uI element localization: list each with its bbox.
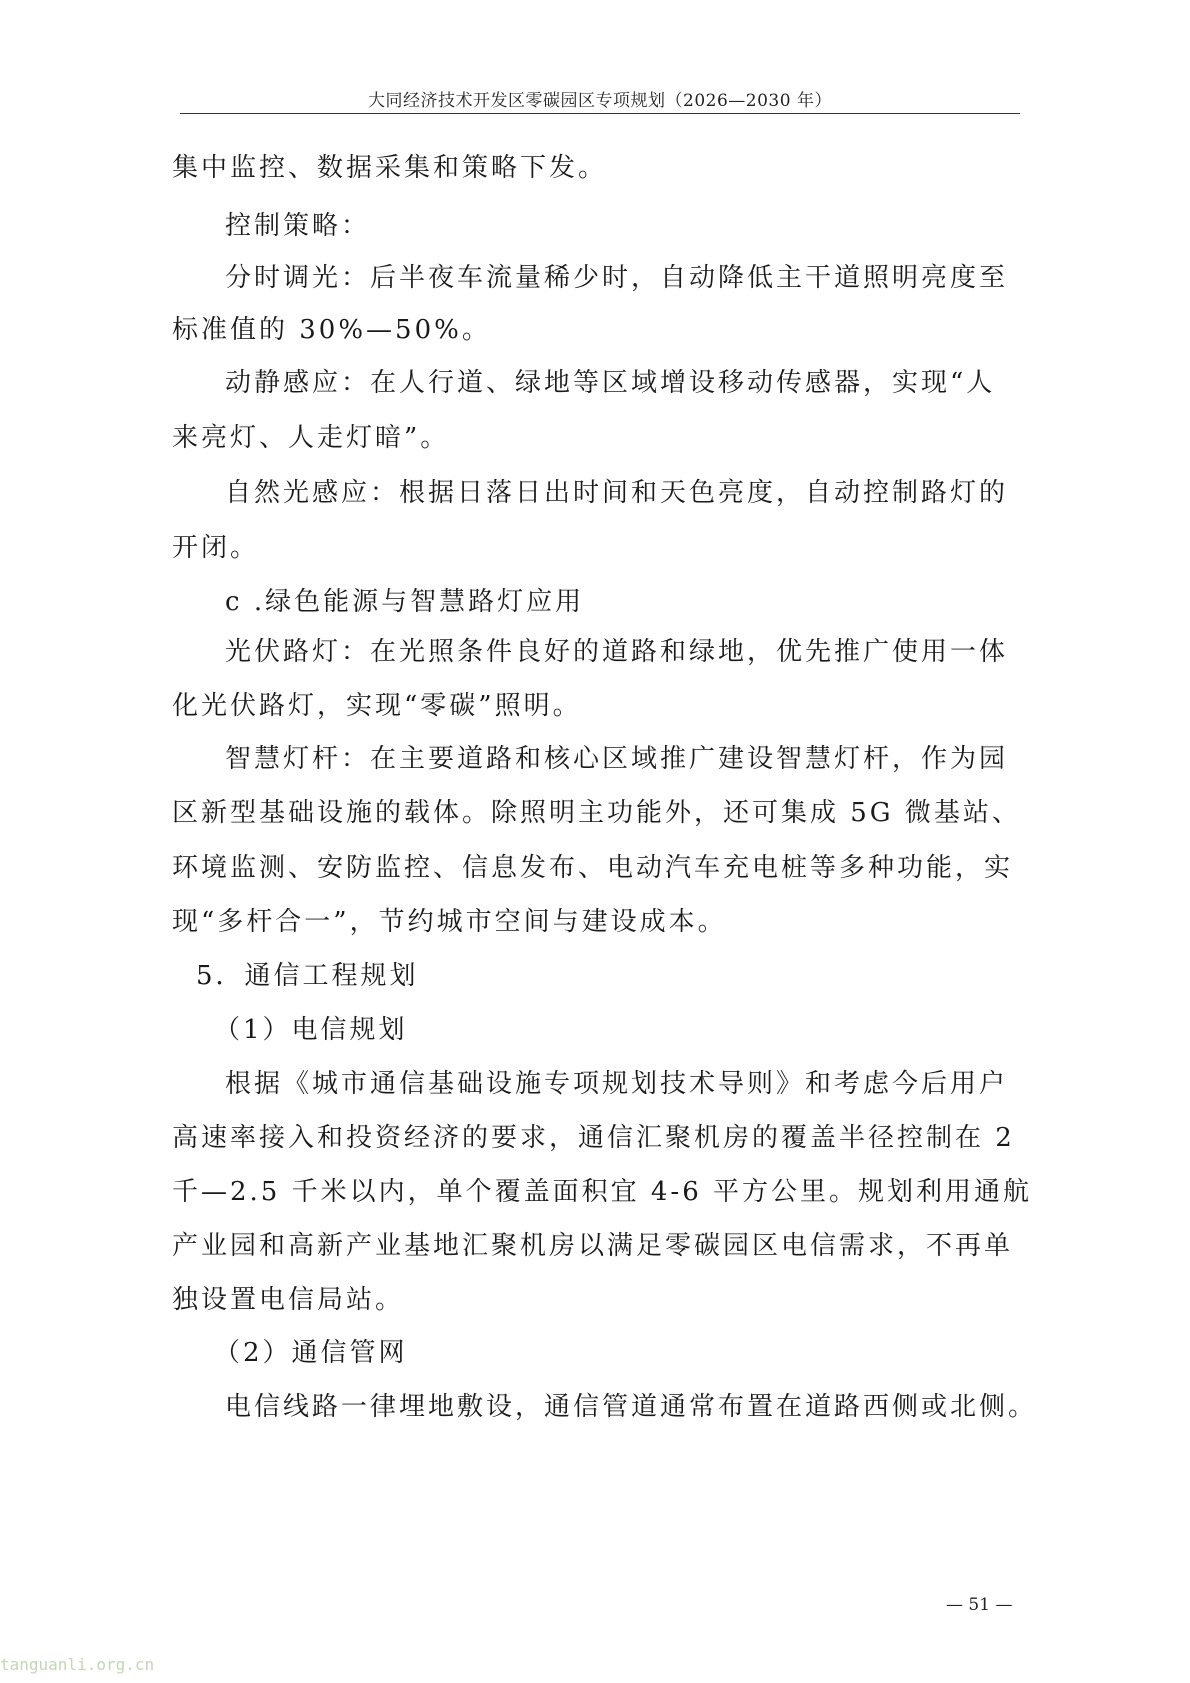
running-header: 大同经济技术开发区零碳园区专项规划（2026—2030 年）: [368, 91, 832, 111]
body-line: 控制策略：: [225, 211, 371, 241]
body-line: 自然光感应：根据日落日出时间和天色亮度，自动控制路灯的: [225, 478, 1009, 508]
body-line: 化光伏路灯，实现“零碳”照明。: [172, 691, 582, 721]
header-rule: [180, 113, 1020, 114]
body-line: 电信线路一律埋地敷设，通信管道通常布置在道路西侧或北侧。: [225, 1392, 1038, 1422]
body-line: 集中监控、数据采集和策略下发。: [172, 153, 608, 183]
subsection-heading: （2）通信管网: [214, 1338, 408, 1368]
body-line: 来亮灯、人走灯暗”。: [172, 423, 450, 453]
body-line: 标准值的 30%—50%。: [172, 315, 491, 345]
subsection-heading: （1）电信规划: [214, 1015, 408, 1045]
body-line: 分时调光：后半夜车流量稀少时，自动降低主干道照明亮度至: [225, 263, 1009, 293]
body-line: 动静感应：在人行道、绿地等区域增设移动传感器，实现“人: [225, 368, 996, 398]
body-line: 光伏路灯：在光照条件良好的道路和绿地，优先推广使用一体: [225, 637, 1009, 667]
body-line: 现“多杆合一”，节约城市空间与建设成本。: [172, 907, 727, 937]
body-line: 区新型基础设施的载体。除照明主功能外，还可集成 5G 微基站、: [172, 798, 1021, 828]
body-line: 环境监测、安防监控、信息发布、电动汽车充电桩等多种功能，实: [172, 853, 1014, 883]
body-line: 独设置电信局站。: [172, 1285, 405, 1315]
watermark: tanguanli.org.cn: [0, 1655, 155, 1674]
section-heading: c .绿色能源与智慧路灯应用: [225, 587, 585, 617]
body-line: 根据《城市通信基础设施专项规划技术导则》和考虑今后用户: [225, 1069, 1009, 1099]
body-line: 产业园和高新产业基地汇聚机房以满足零碳园区电信需求，不再单: [172, 1231, 1014, 1261]
body-line: 开闭。: [172, 533, 260, 563]
body-line: 高速率接入和投资经济的要求，通信汇聚机房的覆盖半径控制在 2: [172, 1123, 1015, 1153]
page-number: — 51 —: [946, 1595, 1013, 1615]
body-line: 智慧灯杆：在主要道路和核心区域推广建设智慧灯杆，作为园: [225, 744, 1009, 774]
body-line: 千—2.5 千米以内，单个覆盖面积宜 4-6 平方公里。规划利用通航: [172, 1177, 1033, 1207]
section-heading: 5．通信工程规划: [196, 961, 419, 991]
